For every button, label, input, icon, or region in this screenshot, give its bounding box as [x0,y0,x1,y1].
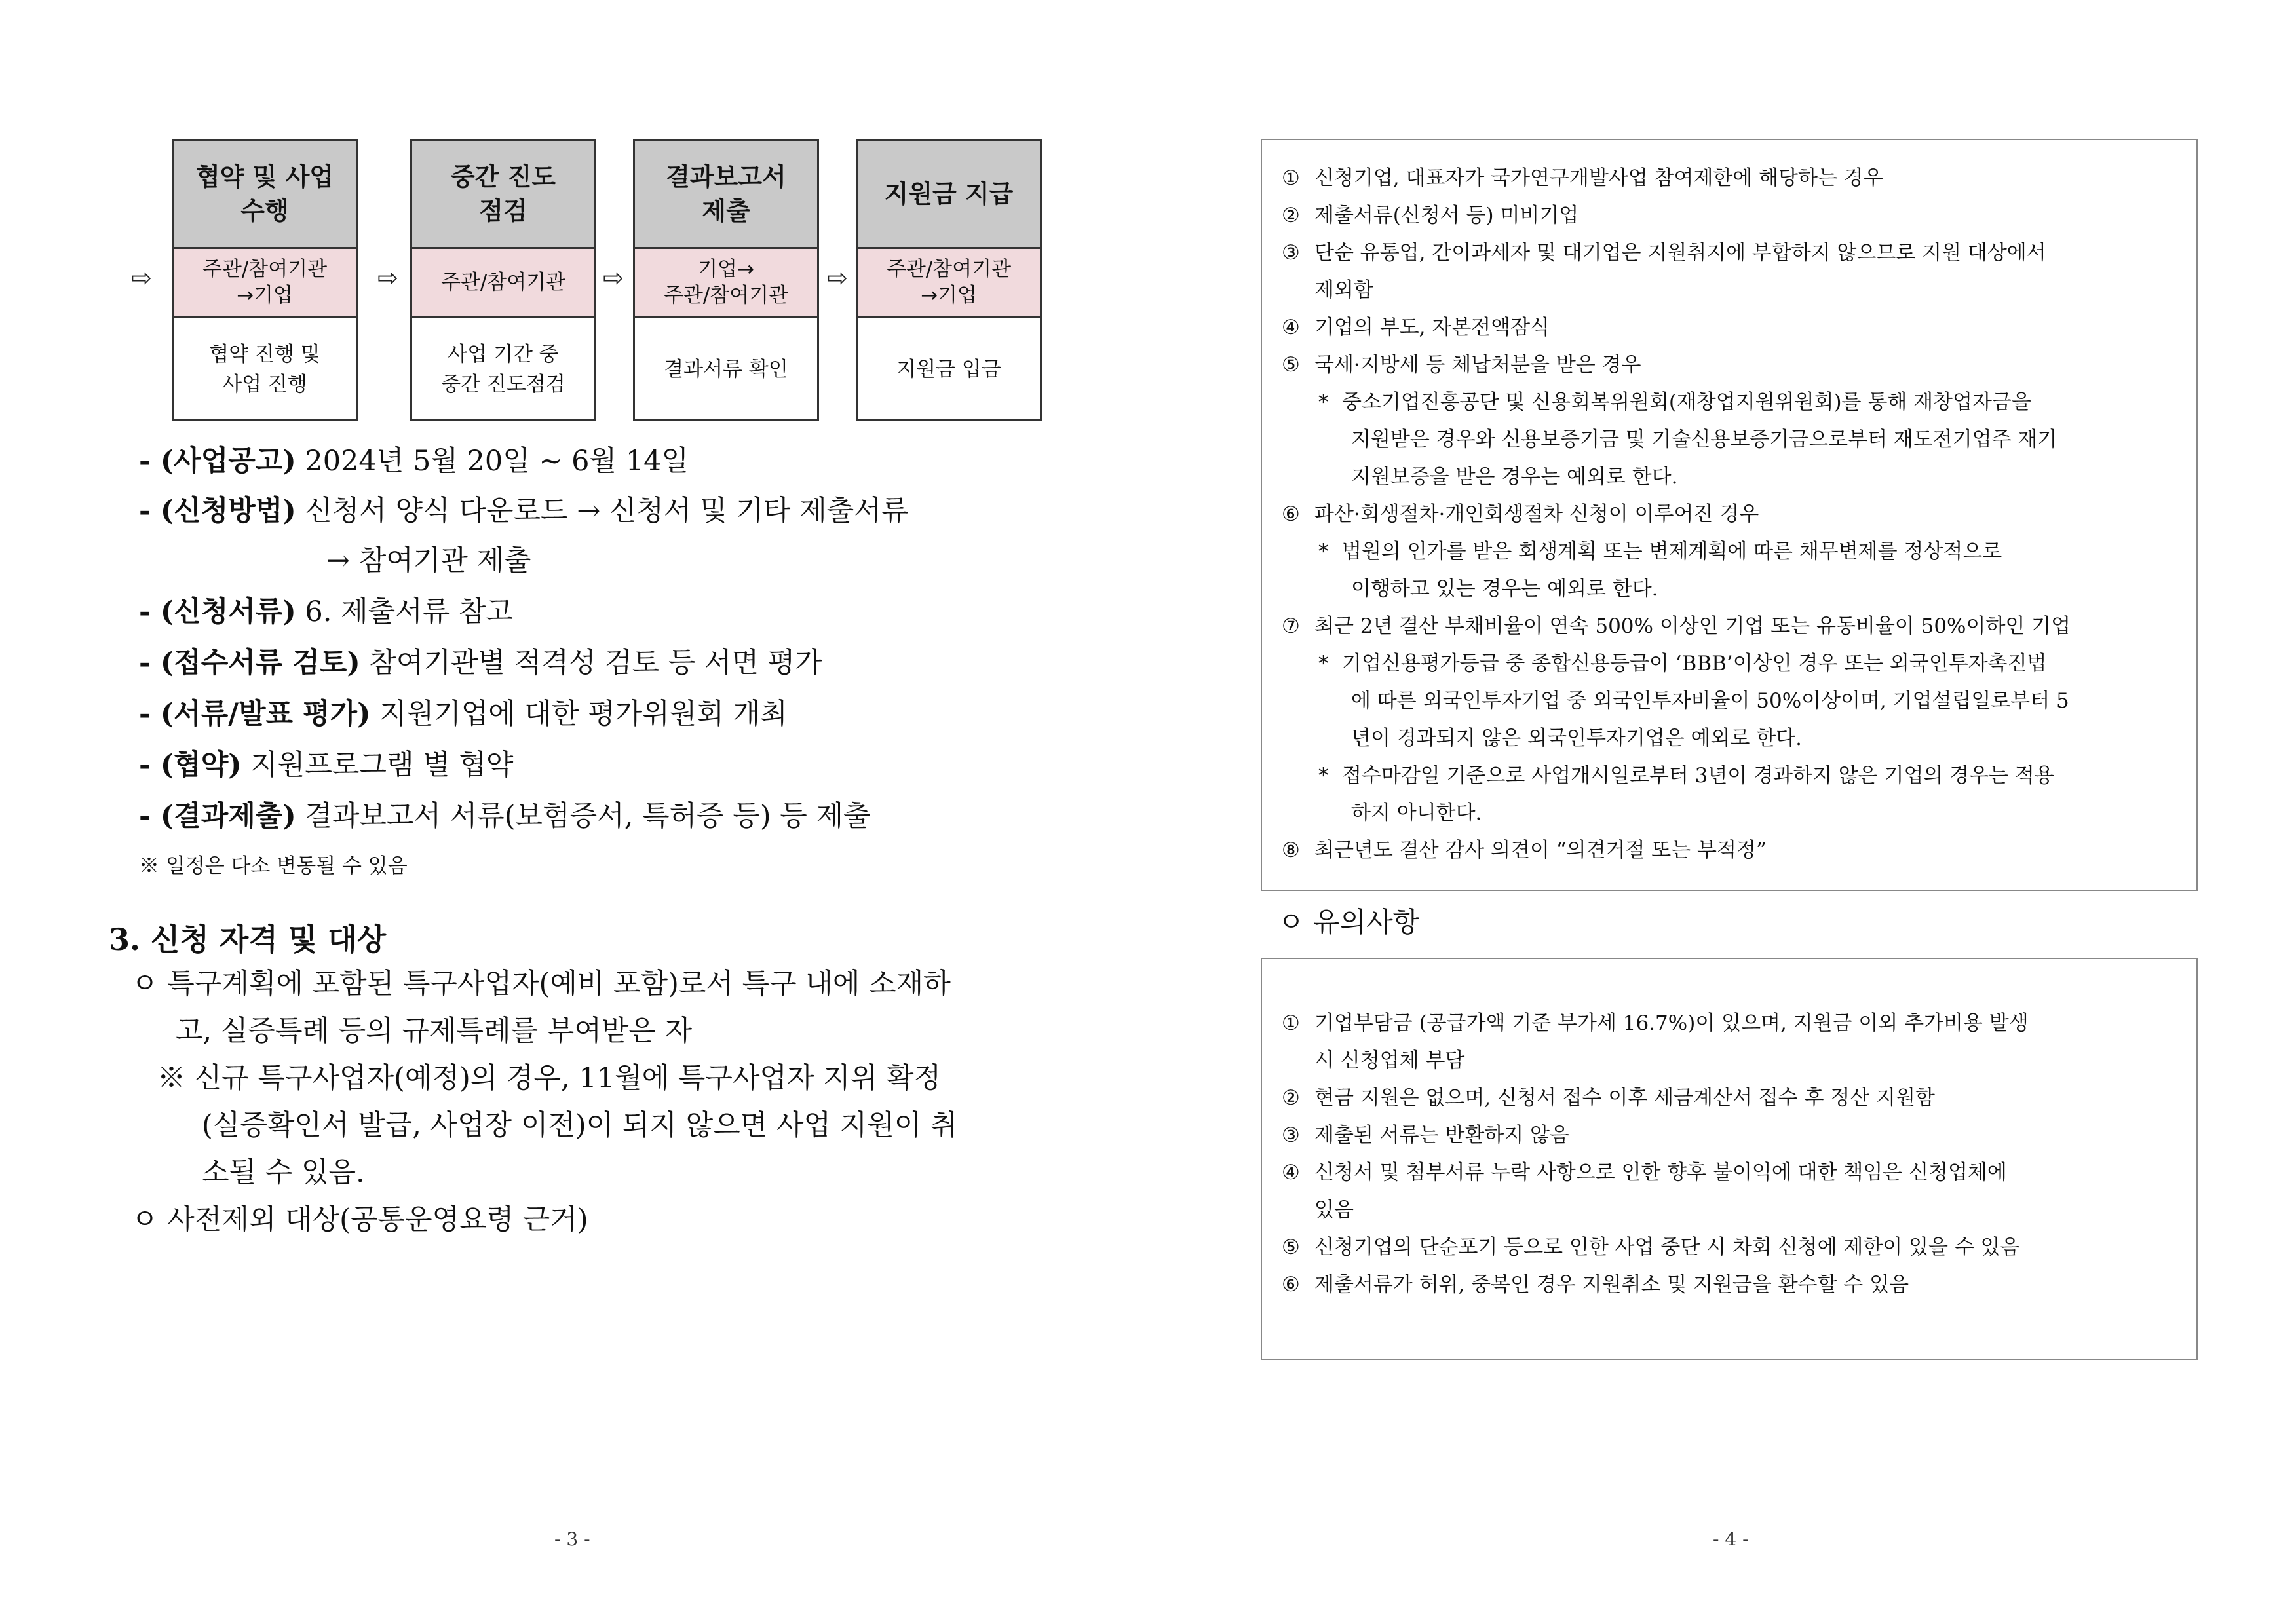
schedule-label: - (서류/발표 평가) [139,698,371,730]
eligibility-line: ㅇ 특구계획에 포함된 특구사업자(예비 포함)로서 특구 내에 소재하 [131,968,951,1000]
notice-number: ② [1282,1086,1300,1110]
eligibility-note: 소될 수 있음. [202,1156,365,1189]
flow-step-4 [856,139,1042,421]
flow-arrow-icon: ⇨ [131,263,152,292]
exclusion-text: 에 따른 외국인투자기업 중 외국인투자비율이 50%이상이며, 기업설립일로부터 5 [1351,689,2069,713]
exclusion-number: ① [1282,166,1300,190]
schedule-label: - (접수서류 검토) [139,647,360,679]
exclusion-number: ⑤ [1282,353,1300,377]
exclusion-text: 접수마감일 기준으로 사업개시일로부터 3년이 경과하지 않은 기업의 경우는 적용 [1342,764,2054,787]
schedule-item [139,443,689,480]
schedule-label: - (신청방법) [139,495,296,527]
exclusion-item [1282,314,1550,341]
notice-number: ① [1282,1011,1300,1035]
exclusion-item [1282,352,1641,378]
exclusion-item [1282,240,2046,266]
notice-item [1282,1085,1935,1111]
exclusion-item [1282,202,1578,229]
exclusion-number: ④ [1282,316,1300,339]
exclusion-text: 최근년도 결산 감사 의견이 “의견거절 또는 부적정” [1314,839,1767,862]
schedule-label: - (신청서류) [139,595,296,628]
flow-step-title: 지원금 지급 [858,141,1040,249]
flow-step-desc: 사업 기간 중 중간 진도점검 [441,342,565,396]
flow-step-role: 기업→ 주관/참여기관 [635,249,817,318]
schedule-item [139,747,513,784]
flow-step-desc: 협약 진행 및 사업 진행 [209,342,320,396]
flow-arrow-icon: ⇨ [377,263,398,292]
flow-step-desc: 결과서류 확인 [664,357,788,381]
flow-step-desc: 지원금 입금 [896,357,1001,381]
exclusion-item [1351,464,1677,490]
flow-step-title: 중간 진도 점검 [412,141,594,249]
exclusion-heading: ㅇ 사전제외 대상(공통운영요령 근거) [131,1203,588,1236]
flow-arrow-icon: ⇨ [827,263,848,292]
notice-item [1314,1197,1354,1223]
schedule-item-continued [326,542,531,579]
exclusion-item [1318,389,2031,415]
exclusion-text: 제출서류(신청서 등) 미비기업 [1314,204,1579,227]
section-title: 3. 신청 자격 및 대상 [109,922,387,957]
exclusion-item [1351,426,2057,453]
page-number-left: - 3 - [554,1528,590,1550]
exclusion-number: * [1318,390,1329,414]
schedule-text: 참여기관별 적격성 검토 등 서면 평가 [360,647,822,679]
schedule-text: 지원프로그램 별 협약 [241,749,514,782]
schedule-label: - (협약) [139,749,242,782]
schedule-text: 결과보고서 서류(보험증서, 특허증 등) 등 제출 [296,800,871,833]
schedule-label: - (사업공고) [139,445,296,478]
schedule-item [139,798,871,835]
exclusion-text: 단순 유통업, 간이과세자 및 대기업은 지원취지에 부합하지 않으므로 지원 대상에서 [1314,241,2046,265]
exclusion-number: ② [1282,204,1300,227]
exclusion-item [1318,763,2054,789]
exclusion-text: 년이 경과되지 않은 외국인투자기업은 예외로 한다. [1351,727,1802,750]
exclusion-number: ⑥ [1282,502,1300,526]
flow-step-title: 결과보고서 제출 [635,141,817,249]
flow-arrow-icon: ⇨ [603,263,624,292]
exclusion-item [1318,538,2002,565]
exclusion-item [1282,837,1767,863]
exclusion-number: ⑦ [1282,614,1300,638]
exclusion-text: 기업신용평가등급 중 종합신용등급이 ‘BBB’이상인 경우 또는 외국인투자촉진법 [1342,652,2047,675]
exclusion-text: 하지 아니한다. [1351,801,1482,825]
flow-step-2 [410,139,596,421]
notice-text: 신청서 및 첨부서류 누락 사항으로 인한 향후 불이익에 대한 책임은 신청업체에 [1314,1161,2007,1184]
schedule-text: → 참여기관 제출 [326,544,531,577]
flow-step-1 [172,139,358,421]
exclusion-text: 파산·회생절차·개인회생절차 신청이 이루어진 경우 [1314,502,1759,526]
exclusion-text: 법원의 인가를 받은 회생계획 또는 변제계획에 따른 채무변제를 정상적으로 [1342,540,2002,563]
exclusion-text: 국세·지방세 등 체납처분을 받은 경우 [1314,353,1641,377]
schedule-label: - (결과제출) [139,800,296,833]
exclusion-text: 기업의 부도, 자본전액잠식 [1314,316,1550,339]
exclusion-item [1282,613,2071,639]
schedule-item [139,594,513,630]
eligibility-line: 고, 실증특례 등의 규제특례를 부여받은 자 [176,1015,693,1048]
flow-step-3 [633,139,819,421]
schedule-item [139,696,788,732]
exclusion-text: 중소기업진흥공단 및 신용회복위원회(재창업지원위원회)를 통해 재창업자금을 [1342,390,2031,414]
exclusion-text: 이행하고 있는 경우는 예외로 한다. [1351,577,1658,601]
notice-item [1282,1234,2020,1260]
exclusion-number: ③ [1282,241,1300,265]
notice-number: ④ [1282,1161,1300,1184]
exclusion-item [1282,501,1759,527]
notice-item [1282,1272,1909,1298]
exclusion-item [1318,651,2047,677]
page-number-right: - 4 - [1713,1528,1749,1550]
notice-number: ⑤ [1282,1236,1300,1259]
exclusion-box [1261,139,2198,891]
notice-text: 제출된 서류는 반환하지 않음 [1314,1124,1569,1147]
notice-text: 현금 지원은 없으며, 신청서 접수 이후 세금계산서 접수 후 정산 지원함 [1314,1086,1935,1110]
notice-item [1282,1010,2029,1036]
exclusion-text: 신청기업, 대표자가 국가연구개발사업 참여제한에 해당하는 경우 [1314,166,1883,190]
notice-title: ㅇ 유의사항 [1278,906,1420,938]
schedule-text: 2024년 5월 20일 ~ 6월 14일 [296,445,689,478]
exclusion-item [1282,165,1883,191]
notice-number: ③ [1282,1124,1300,1147]
schedule-text: 6. 제출서류 참고 [296,595,513,628]
notice-text: 기업부담금 (공급가액 기준 부가세 16.7%)이 있으며, 지원금 이외 추가비용 발생 [1314,1011,2029,1035]
schedule-note: ※ 일정은 다소 변동될 수 있음 [139,854,408,878]
notice-item [1314,1048,1464,1074]
notice-text: 있음 [1314,1198,1354,1222]
schedule-text: 신청서 양식 다운로드 → 신청서 및 기타 제출서류 [296,495,909,527]
eligibility-note: (실증확인서 발급, 사업장 이전)이 되지 않으면 사업 지원이 취 [202,1109,958,1142]
exclusion-number: ⑧ [1282,839,1300,862]
exclusion-text: 지원받은 경우와 신용보증기금 및 기술신용보증기금으로부터 재도전기업주 재기 [1351,428,2057,451]
notice-number: ⑥ [1282,1273,1300,1296]
exclusion-text: 제외함 [1314,278,1373,302]
exclusion-text: 최근 2년 결산 부채비율이 연속 500% 이상인 기업 또는 유동비율이 50%이하인 기업 [1314,614,2071,638]
eligibility-note: ※ 신규 특구사업자(예정)의 경우, 11월에 특구사업자 지위 확정 [157,1062,941,1095]
exclusion-number: * [1318,540,1329,563]
schedule-text: 지원기업에 대한 평가위원회 개최 [370,698,788,730]
exclusion-item [1351,688,2069,714]
flow-step-role: 주관/참여기관 →기업 [858,249,1040,318]
notice-text: 신청기업의 단순포기 등으로 인한 사업 중단 시 차회 신청에 제한이 있을 수 있음 [1314,1236,2020,1259]
flow-step-role: 주관/참여기관 →기업 [174,249,356,318]
notice-item [1282,1122,1569,1148]
schedule-item [139,645,822,681]
exclusion-number: * [1318,652,1329,675]
exclusion-number: * [1318,764,1329,787]
flow-step-title: 협약 및 사업 수행 [174,141,356,249]
notice-text: 시 신청업체 부담 [1314,1049,1465,1072]
exclusion-text: 지원보증을 받은 경우는 예외로 한다. [1351,465,1678,489]
exclusion-item [1314,277,1373,303]
schedule-item [139,493,908,529]
flow-step-role: 주관/참여기관 [412,249,594,318]
notice-item [1282,1160,2007,1186]
notice-text: 제출서류가 허위, 중복인 경우 지원취소 및 지원금을 환수할 수 있음 [1314,1273,1909,1296]
notice-box [1261,958,2198,1360]
exclusion-item [1351,800,1482,826]
exclusion-item [1351,725,1802,751]
exclusion-item [1351,576,1658,602]
